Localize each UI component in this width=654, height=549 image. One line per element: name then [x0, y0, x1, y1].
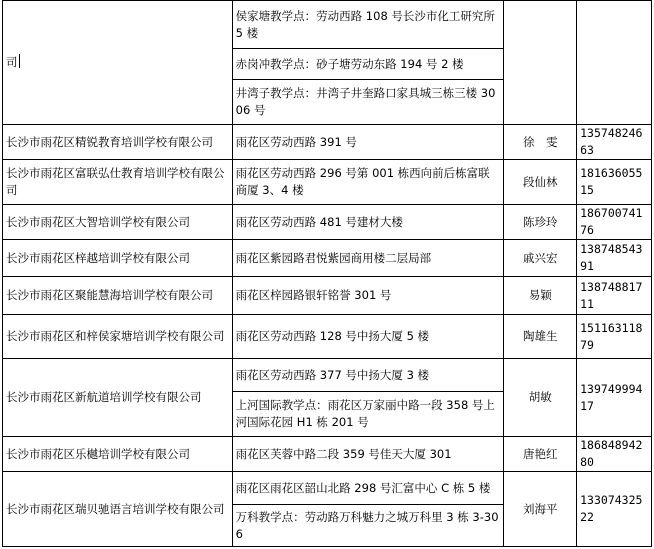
phone-cell: 18670074176: [577, 205, 652, 240]
phone-cell: 13974999417: [577, 359, 652, 437]
contact-person-cell: 胡敏: [504, 359, 577, 437]
school-registry-table: [2, 0, 652, 547]
phone-cell: 13574824663: [577, 125, 652, 160]
table-row: [3, 1, 652, 49]
school-name-cell: 长沙市雨花区精锐教育培训学校有限公司: [3, 125, 233, 160]
address-cell: 雨花区劳动西路 128 号中扬大厦 5 楼: [232, 315, 504, 359]
school-name-cell[interactable]: 司: [3, 1, 233, 125]
phone-cell: [577, 1, 652, 125]
school-name-cell: 长沙市雨花区梓越培训学校有限公司: [3, 240, 233, 277]
address-cell: 井湾子教学点：井湾子井奎路口家具城三栋三楼 3006 号: [232, 80, 504, 125]
phone-cell: 13307432522: [577, 472, 652, 547]
address-cell: 雨花区紫园路君悦紫园商用楼二层局部: [232, 240, 504, 277]
address-cell: 雨花区芙蓉中路二段 359 号佳天大厦 301: [232, 437, 504, 472]
contact-person-cell: 段仙林: [504, 160, 577, 205]
school-name-cell: 长沙市雨花区和梓侯家塘培训学校有限公司: [3, 315, 233, 359]
phone-cell: 18684894280: [577, 437, 652, 472]
address-cell: 侯家塘教学点：劳动西路 108 号长沙市化工研究所 5 楼: [232, 1, 504, 49]
school-name-cell: 长沙市雨花区大智培训学校有限公司: [3, 205, 233, 240]
table-row: [3, 315, 652, 359]
table-row: [3, 359, 652, 392]
school-name-cell: 长沙市雨花区富联弘仕教育培训学校有限公司: [3, 160, 233, 205]
table-row: [3, 125, 652, 160]
school-name-cell: 长沙市雨花区聚能慧海培训学校有限公司: [3, 277, 233, 315]
address-cell: 万科教学点：劳动路万科魅力之城万科里 3 栋 3-306: [232, 505, 504, 547]
contact-person-cell: 唐艳红: [504, 437, 577, 472]
text-cursor: [19, 54, 20, 68]
address-cell: 上河国际教学点：雨花区万家丽中路一段 358 号上河国际花园 H1 栋 201 号: [232, 392, 504, 437]
address-cell: 雨花区梓园路银轩铭誉 301 号: [232, 277, 504, 315]
school-name-cell: 长沙市雨花区新航道培训学校有限公司: [3, 359, 233, 437]
contact-person-cell: 陶雄生: [504, 315, 577, 359]
table-row: [3, 472, 652, 505]
school-name-cell: 长沙市雨花区瑞贝驰语言培训学校有限公司: [3, 472, 233, 547]
school-name-cell: 长沙市雨花区乐樾培训学校有限公司: [3, 437, 233, 472]
table-row: [3, 277, 652, 315]
contact-person-cell: [504, 1, 577, 125]
phone-cell: 13874881711: [577, 277, 652, 315]
contact-person-cell: 陈珍玲: [504, 205, 577, 240]
contact-person-cell: 易颖: [504, 277, 577, 315]
contact-person-cell: 徐 雯: [504, 125, 577, 160]
table-row: [3, 205, 652, 240]
phone-cell: 15116311879: [577, 315, 652, 359]
table-row: [3, 160, 652, 205]
phone-cell: 18163605515: [577, 160, 652, 205]
address-cell: 雨花区劳动西路 296 号第 001 栋西向前后栋富联商厦 3、4 楼: [232, 160, 504, 205]
address-cell: 雨花区劳动西路 481 号建材大楼: [232, 205, 504, 240]
contact-person-cell: 戚兴宏: [504, 240, 577, 277]
address-cell: 雨花区雨花区韶山北路 298 号汇富中心 C 栋 5 楼: [232, 472, 504, 505]
table-row: [3, 437, 652, 472]
contact-person-cell: 刘海平: [504, 472, 577, 547]
address-cell: 雨花区劳动西路 377 号中扬大厦 3 楼: [232, 359, 504, 392]
address-cell: 雨花区劳动西路 391 号: [232, 125, 504, 160]
table-row: [3, 240, 652, 277]
address-cell: 赤岗冲教学点：砂子塘劳动东路 194 号 2 楼: [232, 49, 504, 80]
phone-cell: 13874854391: [577, 240, 652, 277]
